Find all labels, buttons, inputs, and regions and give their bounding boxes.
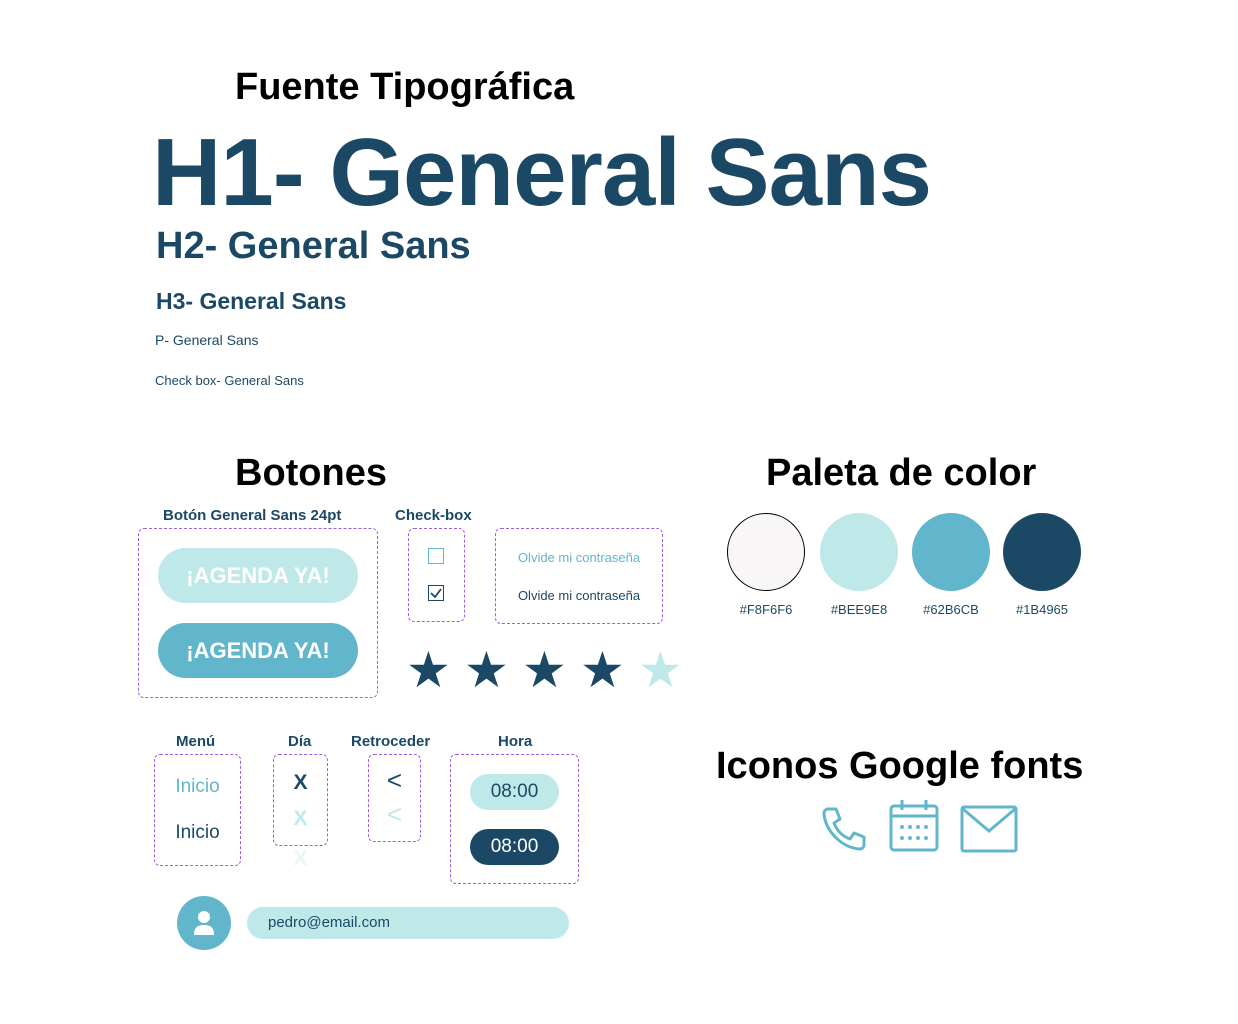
- star-empty-icon[interactable]: ★: [638, 642, 683, 698]
- star-icon[interactable]: ★: [522, 642, 567, 698]
- swatch-label: #1B4965: [1015, 602, 1069, 617]
- swatch-62b6cb: [912, 513, 990, 591]
- swatch-1b4965: [1003, 513, 1081, 591]
- person-icon: [177, 896, 231, 950]
- buttons-title: Botones: [235, 452, 387, 494]
- forgot-password-link-light[interactable]: Olvide mi contraseña: [517, 550, 641, 565]
- checkbox-unchecked[interactable]: [428, 548, 444, 564]
- p-sample: P- General Sans: [155, 332, 259, 348]
- swatch-label: #62B6CB: [923, 602, 979, 617]
- menu-item-inicio-light[interactable]: Inicio: [175, 776, 220, 797]
- icons-title: Iconos Google fonts: [716, 745, 1084, 787]
- close-icon-light[interactable]: X: [293, 807, 308, 830]
- calendar-icon[interactable]: [888, 798, 940, 852]
- swatch-bee9e8: [820, 513, 898, 591]
- avatar[interactable]: [177, 896, 231, 950]
- time-chip-light[interactable]: 08:00: [470, 774, 559, 810]
- back-arrow-icon-light[interactable]: <: [386, 799, 403, 829]
- buttons-label: Botón General Sans 24pt: [163, 507, 342, 524]
- email-field[interactable]: [247, 907, 569, 939]
- swatch-label: #BEE9E8: [830, 602, 888, 617]
- checkbox-label: Check-box: [395, 507, 472, 524]
- time-chip[interactable]: 08:00: [470, 829, 559, 865]
- forgot-password-link[interactable]: Olvide mi contraseña: [517, 588, 641, 603]
- back-label: Retroceder: [351, 733, 431, 750]
- day-frame: [273, 754, 328, 846]
- close-icon[interactable]: X: [293, 771, 308, 794]
- h1-sample: H1- General Sans: [152, 119, 931, 226]
- forgot-frame: [495, 528, 663, 624]
- h2-sample: H2- General Sans: [156, 225, 471, 267]
- phone-icon[interactable]: [820, 803, 870, 853]
- menu-item-inicio[interactable]: Inicio: [175, 822, 220, 843]
- checkbox-text-sample: Check box- General Sans: [155, 373, 304, 388]
- menu-label: Menú: [176, 733, 216, 750]
- swatch-label: #F8F6F6: [739, 602, 793, 617]
- agenda-button[interactable]: ¡AGENDA YA!: [158, 623, 358, 678]
- back-arrow-icon[interactable]: <: [386, 765, 403, 795]
- check-icon: [429, 586, 443, 600]
- close-icon-faint[interactable]: X: [293, 847, 308, 870]
- email-value: pedro@email.com: [268, 914, 390, 931]
- typography-title: Fuente Tipográfica: [235, 66, 575, 108]
- star-icon[interactable]: ★: [464, 642, 509, 698]
- star-icon[interactable]: ★: [580, 642, 625, 698]
- hour-label: Hora: [498, 733, 533, 750]
- swatch-f8f6f6: [727, 513, 805, 591]
- h3-sample: H3- General Sans: [156, 288, 347, 314]
- checkbox-frame: [408, 528, 465, 622]
- agenda-button-light[interactable]: ¡AGENDA YA!: [158, 548, 358, 603]
- menu-frame: [154, 754, 241, 866]
- mail-icon[interactable]: [960, 805, 1018, 853]
- star-icon[interactable]: ★: [406, 642, 451, 698]
- checkbox-checked[interactable]: [428, 585, 444, 601]
- palette-title: Paleta de color: [766, 452, 1037, 494]
- day-label: Día: [288, 733, 312, 750]
